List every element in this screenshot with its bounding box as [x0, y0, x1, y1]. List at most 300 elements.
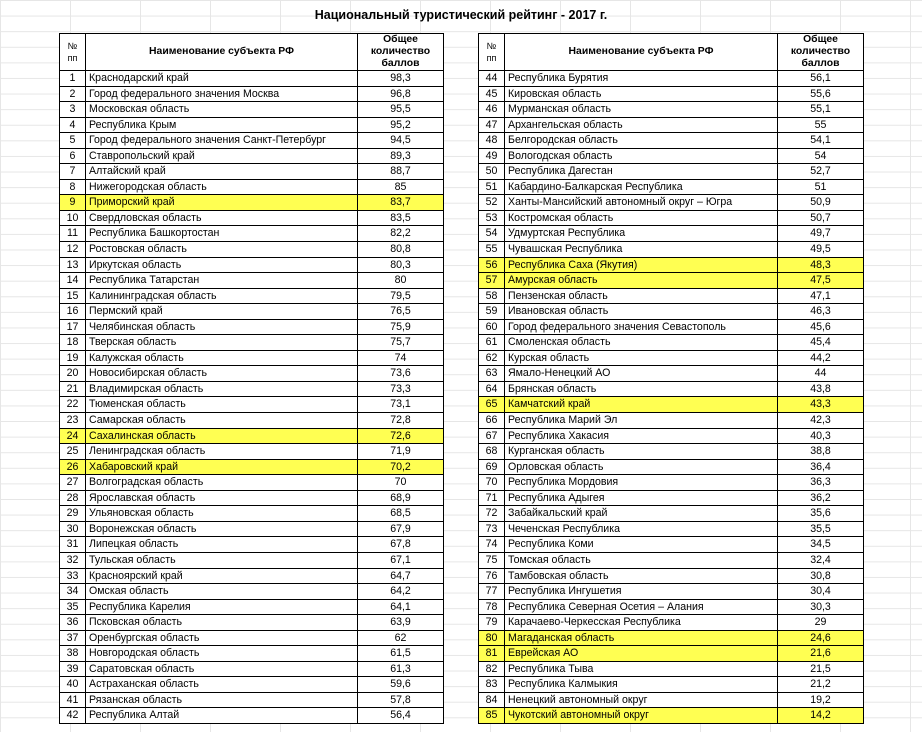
- cell-score[interactable]: 68,5: [358, 506, 444, 522]
- cell-score[interactable]: 72,6: [358, 428, 444, 444]
- cell-rank[interactable]: 27: [60, 475, 86, 491]
- cell-rank[interactable]: 15: [60, 288, 86, 304]
- cell-region-name[interactable]: Республика Бурятия: [505, 71, 778, 87]
- cell-rank[interactable]: 19: [60, 350, 86, 366]
- cell-score[interactable]: 29: [778, 615, 864, 631]
- table-row: [479, 552, 864, 568]
- cell-score[interactable]: 47,1: [778, 288, 864, 304]
- cell-region-name[interactable]: Московская область: [86, 102, 358, 118]
- cell-rank[interactable]: 48: [479, 133, 505, 149]
- table-row: [479, 117, 864, 133]
- cell-score[interactable]: 46,3: [778, 304, 864, 320]
- cell-rank[interactable]: 16: [60, 304, 86, 320]
- cell-rank[interactable]: 18: [60, 335, 86, 351]
- cell-region-name[interactable]: Владимирская область: [86, 381, 358, 397]
- cell-score[interactable]: 95,2: [358, 117, 444, 133]
- cell-rank[interactable]: 9: [60, 195, 86, 211]
- cell-region-name[interactable]: Сахалинская область: [86, 428, 358, 444]
- table-row: [60, 71, 444, 87]
- table-row: [479, 319, 864, 335]
- cell-rank[interactable]: 5: [60, 133, 86, 149]
- cell-region-name[interactable]: Новосибирская область: [86, 366, 358, 382]
- table-row: [60, 428, 444, 444]
- cell-rank[interactable]: 53: [479, 210, 505, 226]
- cell-rank[interactable]: 79: [479, 615, 505, 631]
- table-row: [60, 117, 444, 133]
- cell-rank[interactable]: 23: [60, 413, 86, 429]
- cell-region-name[interactable]: Республика Марий Эл: [505, 413, 778, 429]
- cell-score[interactable]: 55: [778, 117, 864, 133]
- cell-region-name[interactable]: Забайкальский край: [505, 506, 778, 522]
- cell-score[interactable]: 30,8: [778, 568, 864, 584]
- cell-rank[interactable]: 52: [479, 195, 505, 211]
- cell-rank[interactable]: 8: [60, 179, 86, 195]
- cell-rank[interactable]: 59: [479, 304, 505, 320]
- cell-region-name[interactable]: Калужская область: [86, 350, 358, 366]
- cell-region-name[interactable]: Псковская область: [86, 615, 358, 631]
- cell-score[interactable]: 59,6: [358, 677, 444, 693]
- cell-rank[interactable]: 60: [479, 319, 505, 335]
- cell-rank[interactable]: 68: [479, 444, 505, 460]
- cell-score[interactable]: 43,3: [778, 397, 864, 413]
- cell-region-name[interactable]: Хабаровский край: [86, 459, 358, 475]
- cell-score[interactable]: 36,4: [778, 459, 864, 475]
- cell-rank[interactable]: 10: [60, 210, 86, 226]
- cell-score[interactable]: 30,3: [778, 599, 864, 615]
- cell-rank[interactable]: 2: [60, 86, 86, 102]
- cell-score[interactable]: 73,1: [358, 397, 444, 413]
- cell-rank[interactable]: 58: [479, 288, 505, 304]
- cell-region-name[interactable]: Новгородская область: [86, 646, 358, 662]
- cell-rank[interactable]: 56: [479, 257, 505, 273]
- cell-rank[interactable]: 36: [60, 615, 86, 631]
- cell-region-name[interactable]: Республика Тыва: [505, 661, 778, 677]
- cell-score[interactable]: 85: [358, 179, 444, 195]
- cell-region-name[interactable]: Тюменская область: [86, 397, 358, 413]
- cell-score[interactable]: 67,1: [358, 552, 444, 568]
- cell-rank[interactable]: 61: [479, 335, 505, 351]
- cell-score[interactable]: 43,8: [778, 381, 864, 397]
- cell-rank[interactable]: 42: [60, 708, 86, 724]
- table-row: [479, 661, 864, 677]
- table-row: [479, 257, 864, 273]
- cell-score[interactable]: 34,5: [778, 537, 864, 553]
- cell-score[interactable]: 82,2: [358, 226, 444, 242]
- cell-rank[interactable]: 55: [479, 242, 505, 258]
- cell-score[interactable]: 64,1: [358, 599, 444, 615]
- cell-region-name[interactable]: Чувашская Республика: [505, 242, 778, 258]
- cell-region-name[interactable]: Астраханская область: [86, 677, 358, 693]
- cell-rank[interactable]: 75: [479, 552, 505, 568]
- cell-score[interactable]: 76,5: [358, 304, 444, 320]
- cell-region-name[interactable]: Чукотский автономный округ: [505, 708, 778, 724]
- cell-rank[interactable]: 37: [60, 630, 86, 646]
- cell-score[interactable]: 49,7: [778, 226, 864, 242]
- column-header-num[interactable]: № пп: [60, 34, 86, 71]
- cell-score[interactable]: 75,9: [358, 319, 444, 335]
- cell-score[interactable]: 21,5: [778, 661, 864, 677]
- cell-score[interactable]: 64,2: [358, 584, 444, 600]
- cell-region-name[interactable]: Томская область: [505, 552, 778, 568]
- cell-rank[interactable]: 1: [60, 71, 86, 87]
- cell-rank[interactable]: 17: [60, 319, 86, 335]
- cell-region-name[interactable]: Ставропольский край: [86, 148, 358, 164]
- cell-rank[interactable]: 78: [479, 599, 505, 615]
- cell-region-name[interactable]: Республика Адыгея: [505, 490, 778, 506]
- cell-score[interactable]: 64,7: [358, 568, 444, 584]
- cell-rank[interactable]: 66: [479, 413, 505, 429]
- cell-rank[interactable]: 76: [479, 568, 505, 584]
- cell-rank[interactable]: 38: [60, 646, 86, 662]
- cell-region-name[interactable]: Брянская область: [505, 381, 778, 397]
- cell-region-name[interactable]: Вологодская область: [505, 148, 778, 164]
- cell-rank[interactable]: 67: [479, 428, 505, 444]
- cell-score[interactable]: 47,5: [778, 273, 864, 289]
- cell-score[interactable]: 24,6: [778, 630, 864, 646]
- cell-score[interactable]: 14,2: [778, 708, 864, 724]
- cell-rank[interactable]: 83: [479, 677, 505, 693]
- cell-score[interactable]: 94,5: [358, 133, 444, 149]
- cell-score[interactable]: 79,5: [358, 288, 444, 304]
- cell-rank[interactable]: 70: [479, 475, 505, 491]
- cell-region-name[interactable]: Республика Ингушетия: [505, 584, 778, 600]
- cell-rank[interactable]: 73: [479, 521, 505, 537]
- cell-score[interactable]: 83,7: [358, 195, 444, 211]
- cell-score[interactable]: 70: [358, 475, 444, 491]
- cell-score[interactable]: 32,4: [778, 552, 864, 568]
- cell-region-name[interactable]: Костромская область: [505, 210, 778, 226]
- cell-rank[interactable]: 50: [479, 164, 505, 180]
- cell-rank[interactable]: 80: [479, 630, 505, 646]
- cell-region-name[interactable]: Ульяновская область: [86, 506, 358, 522]
- cell-region-name[interactable]: Самарская область: [86, 413, 358, 429]
- cell-score[interactable]: 21,6: [778, 646, 864, 662]
- cell-score[interactable]: 52,7: [778, 164, 864, 180]
- cell-score[interactable]: 21,2: [778, 677, 864, 693]
- cell-score[interactable]: 36,2: [778, 490, 864, 506]
- table-row: [479, 692, 864, 708]
- cell-region-name[interactable]: Волгоградская область: [86, 475, 358, 491]
- cell-rank[interactable]: 24: [60, 428, 86, 444]
- cell-region-name[interactable]: Республика Хакасия: [505, 428, 778, 444]
- cell-rank[interactable]: 6: [60, 148, 86, 164]
- cell-region-name[interactable]: Ростовская область: [86, 242, 358, 258]
- cell-region-name[interactable]: Республика Крым: [86, 117, 358, 133]
- cell-score[interactable]: 38,8: [778, 444, 864, 460]
- table-row: [479, 428, 864, 444]
- cell-region-name[interactable]: Город федерального значения Севастополь: [505, 319, 778, 335]
- cell-region-name[interactable]: Тамбовская область: [505, 568, 778, 584]
- table-row: [479, 164, 864, 180]
- cell-score[interactable]: 61,3: [358, 661, 444, 677]
- table-row: [479, 677, 864, 693]
- cell-rank[interactable]: 12: [60, 242, 86, 258]
- cell-rank[interactable]: 26: [60, 459, 86, 475]
- cell-rank[interactable]: 54: [479, 226, 505, 242]
- table-row: [60, 444, 444, 460]
- cell-rank[interactable]: 62: [479, 350, 505, 366]
- cell-rank[interactable]: 14: [60, 273, 86, 289]
- cell-region-name[interactable]: Республика Саха (Якутия): [505, 257, 778, 273]
- cell-rank[interactable]: 21: [60, 381, 86, 397]
- cell-region-name[interactable]: Ненецкий автономный округ: [505, 692, 778, 708]
- cell-score[interactable]: 96,8: [358, 86, 444, 102]
- cell-region-name[interactable]: Тверская область: [86, 335, 358, 351]
- table-row: [479, 708, 864, 724]
- cell-region-name[interactable]: Нижегородская область: [86, 179, 358, 195]
- cell-region-name[interactable]: Республика Северная Осетия – Алания: [505, 599, 778, 615]
- cell-region-name[interactable]: Калининградская область: [86, 288, 358, 304]
- cell-region-name[interactable]: Иркутская область: [86, 257, 358, 273]
- cell-score[interactable]: 36,3: [778, 475, 864, 491]
- cell-rank[interactable]: 74: [479, 537, 505, 553]
- table-row: [60, 630, 444, 646]
- table-row: [60, 615, 444, 631]
- cell-rank[interactable]: 34: [60, 584, 86, 600]
- cell-region-name[interactable]: Алтайский край: [86, 164, 358, 180]
- cell-score[interactable]: 50,7: [778, 210, 864, 226]
- cell-region-name[interactable]: Республика Коми: [505, 537, 778, 553]
- cell-region-name[interactable]: Город федерального значения Санкт-Петербург: [86, 133, 358, 149]
- cell-region-name[interactable]: Липецкая область: [86, 537, 358, 553]
- cell-score[interactable]: 51: [778, 179, 864, 195]
- cell-rank[interactable]: 47: [479, 117, 505, 133]
- cell-score[interactable]: 89,3: [358, 148, 444, 164]
- table-row: [479, 568, 864, 584]
- cell-region-name[interactable]: Челябинская область: [86, 319, 358, 335]
- cell-score[interactable]: 54: [778, 148, 864, 164]
- cell-region-name[interactable]: Магаданская область: [505, 630, 778, 646]
- table-row: [479, 599, 864, 615]
- cell-region-name[interactable]: Ханты-Мансийский автономный округ – Югра: [505, 195, 778, 211]
- table-row: [479, 273, 864, 289]
- cell-score[interactable]: 45,4: [778, 335, 864, 351]
- cell-score[interactable]: 67,9: [358, 521, 444, 537]
- cell-rank[interactable]: 7: [60, 164, 86, 180]
- cell-rank[interactable]: 46: [479, 102, 505, 118]
- cell-region-name[interactable]: Ленинградская область: [86, 444, 358, 460]
- cell-rank[interactable]: 81: [479, 646, 505, 662]
- table-row: [479, 615, 864, 631]
- cell-region-name[interactable]: Пензенская область: [505, 288, 778, 304]
- cell-score[interactable]: 44: [778, 366, 864, 382]
- cell-region-name[interactable]: Республика Дагестан: [505, 164, 778, 180]
- cell-score[interactable]: 42,3: [778, 413, 864, 429]
- cell-region-name[interactable]: Республика Татарстан: [86, 273, 358, 289]
- cell-score[interactable]: 40,3: [778, 428, 864, 444]
- cell-score[interactable]: 55,1: [778, 102, 864, 118]
- table-row: [60, 661, 444, 677]
- column-header-score[interactable]: Общее количество баллов: [358, 34, 444, 71]
- cell-score[interactable]: 98,3: [358, 71, 444, 87]
- cell-region-name[interactable]: Белгородская область: [505, 133, 778, 149]
- cell-rank[interactable]: 65: [479, 397, 505, 413]
- table-row: [60, 210, 444, 226]
- cell-region-name[interactable]: Город федерального значения Москва: [86, 86, 358, 102]
- cell-region-name[interactable]: Оренбургская область: [86, 630, 358, 646]
- cell-rank[interactable]: 25: [60, 444, 86, 460]
- table-row: [60, 692, 444, 708]
- cell-rank[interactable]: 39: [60, 661, 86, 677]
- table-row: [60, 599, 444, 615]
- cell-score[interactable]: 83,5: [358, 210, 444, 226]
- cell-rank[interactable]: 20: [60, 366, 86, 382]
- cell-region-name[interactable]: Республика Карелия: [86, 599, 358, 615]
- cell-rank[interactable]: 40: [60, 677, 86, 693]
- table-row: [60, 381, 444, 397]
- column-header-num[interactable]: № пп: [479, 34, 505, 71]
- cell-score[interactable]: 62: [358, 630, 444, 646]
- cell-score[interactable]: 80,3: [358, 257, 444, 273]
- cell-score[interactable]: 50,9: [778, 195, 864, 211]
- cell-rank[interactable]: 71: [479, 490, 505, 506]
- cell-rank[interactable]: 72: [479, 506, 505, 522]
- table-row: [60, 506, 444, 522]
- cell-score[interactable]: 68,9: [358, 490, 444, 506]
- cell-rank[interactable]: 45: [479, 86, 505, 102]
- cell-region-name[interactable]: Архангельская область: [505, 117, 778, 133]
- cell-score[interactable]: 56,1: [778, 71, 864, 87]
- cell-score[interactable]: 71,9: [358, 444, 444, 460]
- cell-region-name[interactable]: Ивановская область: [505, 304, 778, 320]
- cell-score[interactable]: 57,8: [358, 692, 444, 708]
- cell-rank[interactable]: 28: [60, 490, 86, 506]
- cell-score[interactable]: 61,5: [358, 646, 444, 662]
- cell-region-name[interactable]: Ямало-Ненецкий АО: [505, 366, 778, 382]
- cell-score[interactable]: 56,4: [358, 708, 444, 724]
- cell-score[interactable]: 44,2: [778, 350, 864, 366]
- table-row: [479, 475, 864, 491]
- cell-score[interactable]: 54,1: [778, 133, 864, 149]
- column-header-name[interactable]: Наименование субъекта РФ: [505, 34, 778, 71]
- cell-region-name[interactable]: Краснодарский край: [86, 71, 358, 87]
- cell-region-name[interactable]: Рязанская область: [86, 692, 358, 708]
- cell-region-name[interactable]: Кабардино-Балкарская Республика: [505, 179, 778, 195]
- cell-score[interactable]: 88,7: [358, 164, 444, 180]
- table-row: [60, 677, 444, 693]
- cell-region-name[interactable]: Курганская область: [505, 444, 778, 460]
- cell-rank[interactable]: 31: [60, 537, 86, 553]
- cell-rank[interactable]: 69: [479, 459, 505, 475]
- rating-table-right: [478, 33, 864, 724]
- cell-score[interactable]: 30,4: [778, 584, 864, 600]
- cell-region-name[interactable]: Тульская область: [86, 552, 358, 568]
- cell-region-name[interactable]: Приморский край: [86, 195, 358, 211]
- cell-rank[interactable]: 49: [479, 148, 505, 164]
- cell-region-name[interactable]: Ярославская область: [86, 490, 358, 506]
- cell-rank[interactable]: 4: [60, 117, 86, 133]
- cell-region-name[interactable]: Чеченская Республика: [505, 521, 778, 537]
- cell-region-name[interactable]: Кировская область: [505, 86, 778, 102]
- cell-rank[interactable]: 33: [60, 568, 86, 584]
- cell-rank[interactable]: 29: [60, 506, 86, 522]
- cell-region-name[interactable]: Мурманская область: [505, 102, 778, 118]
- table-row: [479, 630, 864, 646]
- cell-score[interactable]: 35,5: [778, 521, 864, 537]
- cell-score[interactable]: 72,8: [358, 413, 444, 429]
- cell-region-name[interactable]: Республика Алтай: [86, 708, 358, 724]
- cell-region-name[interactable]: Смоленская область: [505, 335, 778, 351]
- cell-rank[interactable]: 3: [60, 102, 86, 118]
- cell-region-name[interactable]: Орловская область: [505, 459, 778, 475]
- column-header-name[interactable]: Наименование субъекта РФ: [86, 34, 358, 71]
- table-row: [60, 646, 444, 662]
- cell-rank[interactable]: 85: [479, 708, 505, 724]
- cell-rank[interactable]: 57: [479, 273, 505, 289]
- cell-rank[interactable]: 22: [60, 397, 86, 413]
- table-row: [60, 164, 444, 180]
- cell-score[interactable]: 80,8: [358, 242, 444, 258]
- table-row: [60, 226, 444, 242]
- cell-score[interactable]: 75,7: [358, 335, 444, 351]
- table-row: [60, 273, 444, 289]
- cell-region-name[interactable]: Республика Мордовия: [505, 475, 778, 491]
- cell-score[interactable]: 74: [358, 350, 444, 366]
- cell-region-name[interactable]: Курская область: [505, 350, 778, 366]
- cell-region-name[interactable]: Красноярский край: [86, 568, 358, 584]
- cell-region-name[interactable]: Республика Калмыкия: [505, 677, 778, 693]
- cell-score[interactable]: 45,6: [778, 319, 864, 335]
- cell-score[interactable]: 80: [358, 273, 444, 289]
- cell-score[interactable]: 67,8: [358, 537, 444, 553]
- cell-score[interactable]: 73,6: [358, 366, 444, 382]
- cell-score[interactable]: 35,6: [778, 506, 864, 522]
- cell-region-name[interactable]: Еврейская АО: [505, 646, 778, 662]
- table-row: [479, 195, 864, 211]
- cell-score[interactable]: 48,3: [778, 257, 864, 273]
- cell-region-name[interactable]: Пермский край: [86, 304, 358, 320]
- table-row: [60, 366, 444, 382]
- cell-score[interactable]: 49,5: [778, 242, 864, 258]
- table-row: [60, 350, 444, 366]
- table-row: [60, 195, 444, 211]
- table-row: [479, 288, 864, 304]
- cell-rank[interactable]: 84: [479, 692, 505, 708]
- cell-score[interactable]: 63,9: [358, 615, 444, 631]
- cell-rank[interactable]: 51: [479, 179, 505, 195]
- cell-rank[interactable]: 13: [60, 257, 86, 273]
- cell-rank[interactable]: 35: [60, 599, 86, 615]
- cell-rank[interactable]: 11: [60, 226, 86, 242]
- cell-score[interactable]: 73,3: [358, 381, 444, 397]
- cell-score[interactable]: 70,2: [358, 459, 444, 475]
- cell-region-name[interactable]: Удмуртская Республика: [505, 226, 778, 242]
- cell-region-name[interactable]: Республика Башкортостан: [86, 226, 358, 242]
- table-row: [479, 350, 864, 366]
- cell-region-name[interactable]: Амурская область: [505, 273, 778, 289]
- table-row: [479, 646, 864, 662]
- cell-region-name[interactable]: Саратовская область: [86, 661, 358, 677]
- cell-score[interactable]: 95,5: [358, 102, 444, 118]
- cell-rank[interactable]: 82: [479, 661, 505, 677]
- cell-region-name[interactable]: Омская область: [86, 584, 358, 600]
- cell-rank[interactable]: 63: [479, 366, 505, 382]
- cell-rank[interactable]: 41: [60, 692, 86, 708]
- cell-rank[interactable]: 30: [60, 521, 86, 537]
- cell-region-name[interactable]: Карачаево-Черкесская Республика: [505, 615, 778, 631]
- cell-score[interactable]: 19,2: [778, 692, 864, 708]
- table-row: [479, 521, 864, 537]
- cell-rank[interactable]: 32: [60, 552, 86, 568]
- column-header-score[interactable]: Общее количество баллов: [778, 34, 864, 71]
- cell-rank[interactable]: 64: [479, 381, 505, 397]
- cell-score[interactable]: 55,6: [778, 86, 864, 102]
- cell-rank[interactable]: 77: [479, 584, 505, 600]
- cell-region-name[interactable]: Свердловская область: [86, 210, 358, 226]
- cell-rank[interactable]: 44: [479, 71, 505, 87]
- cell-region-name[interactable]: Воронежская область: [86, 521, 358, 537]
- cell-region-name[interactable]: Камчатский край: [505, 397, 778, 413]
